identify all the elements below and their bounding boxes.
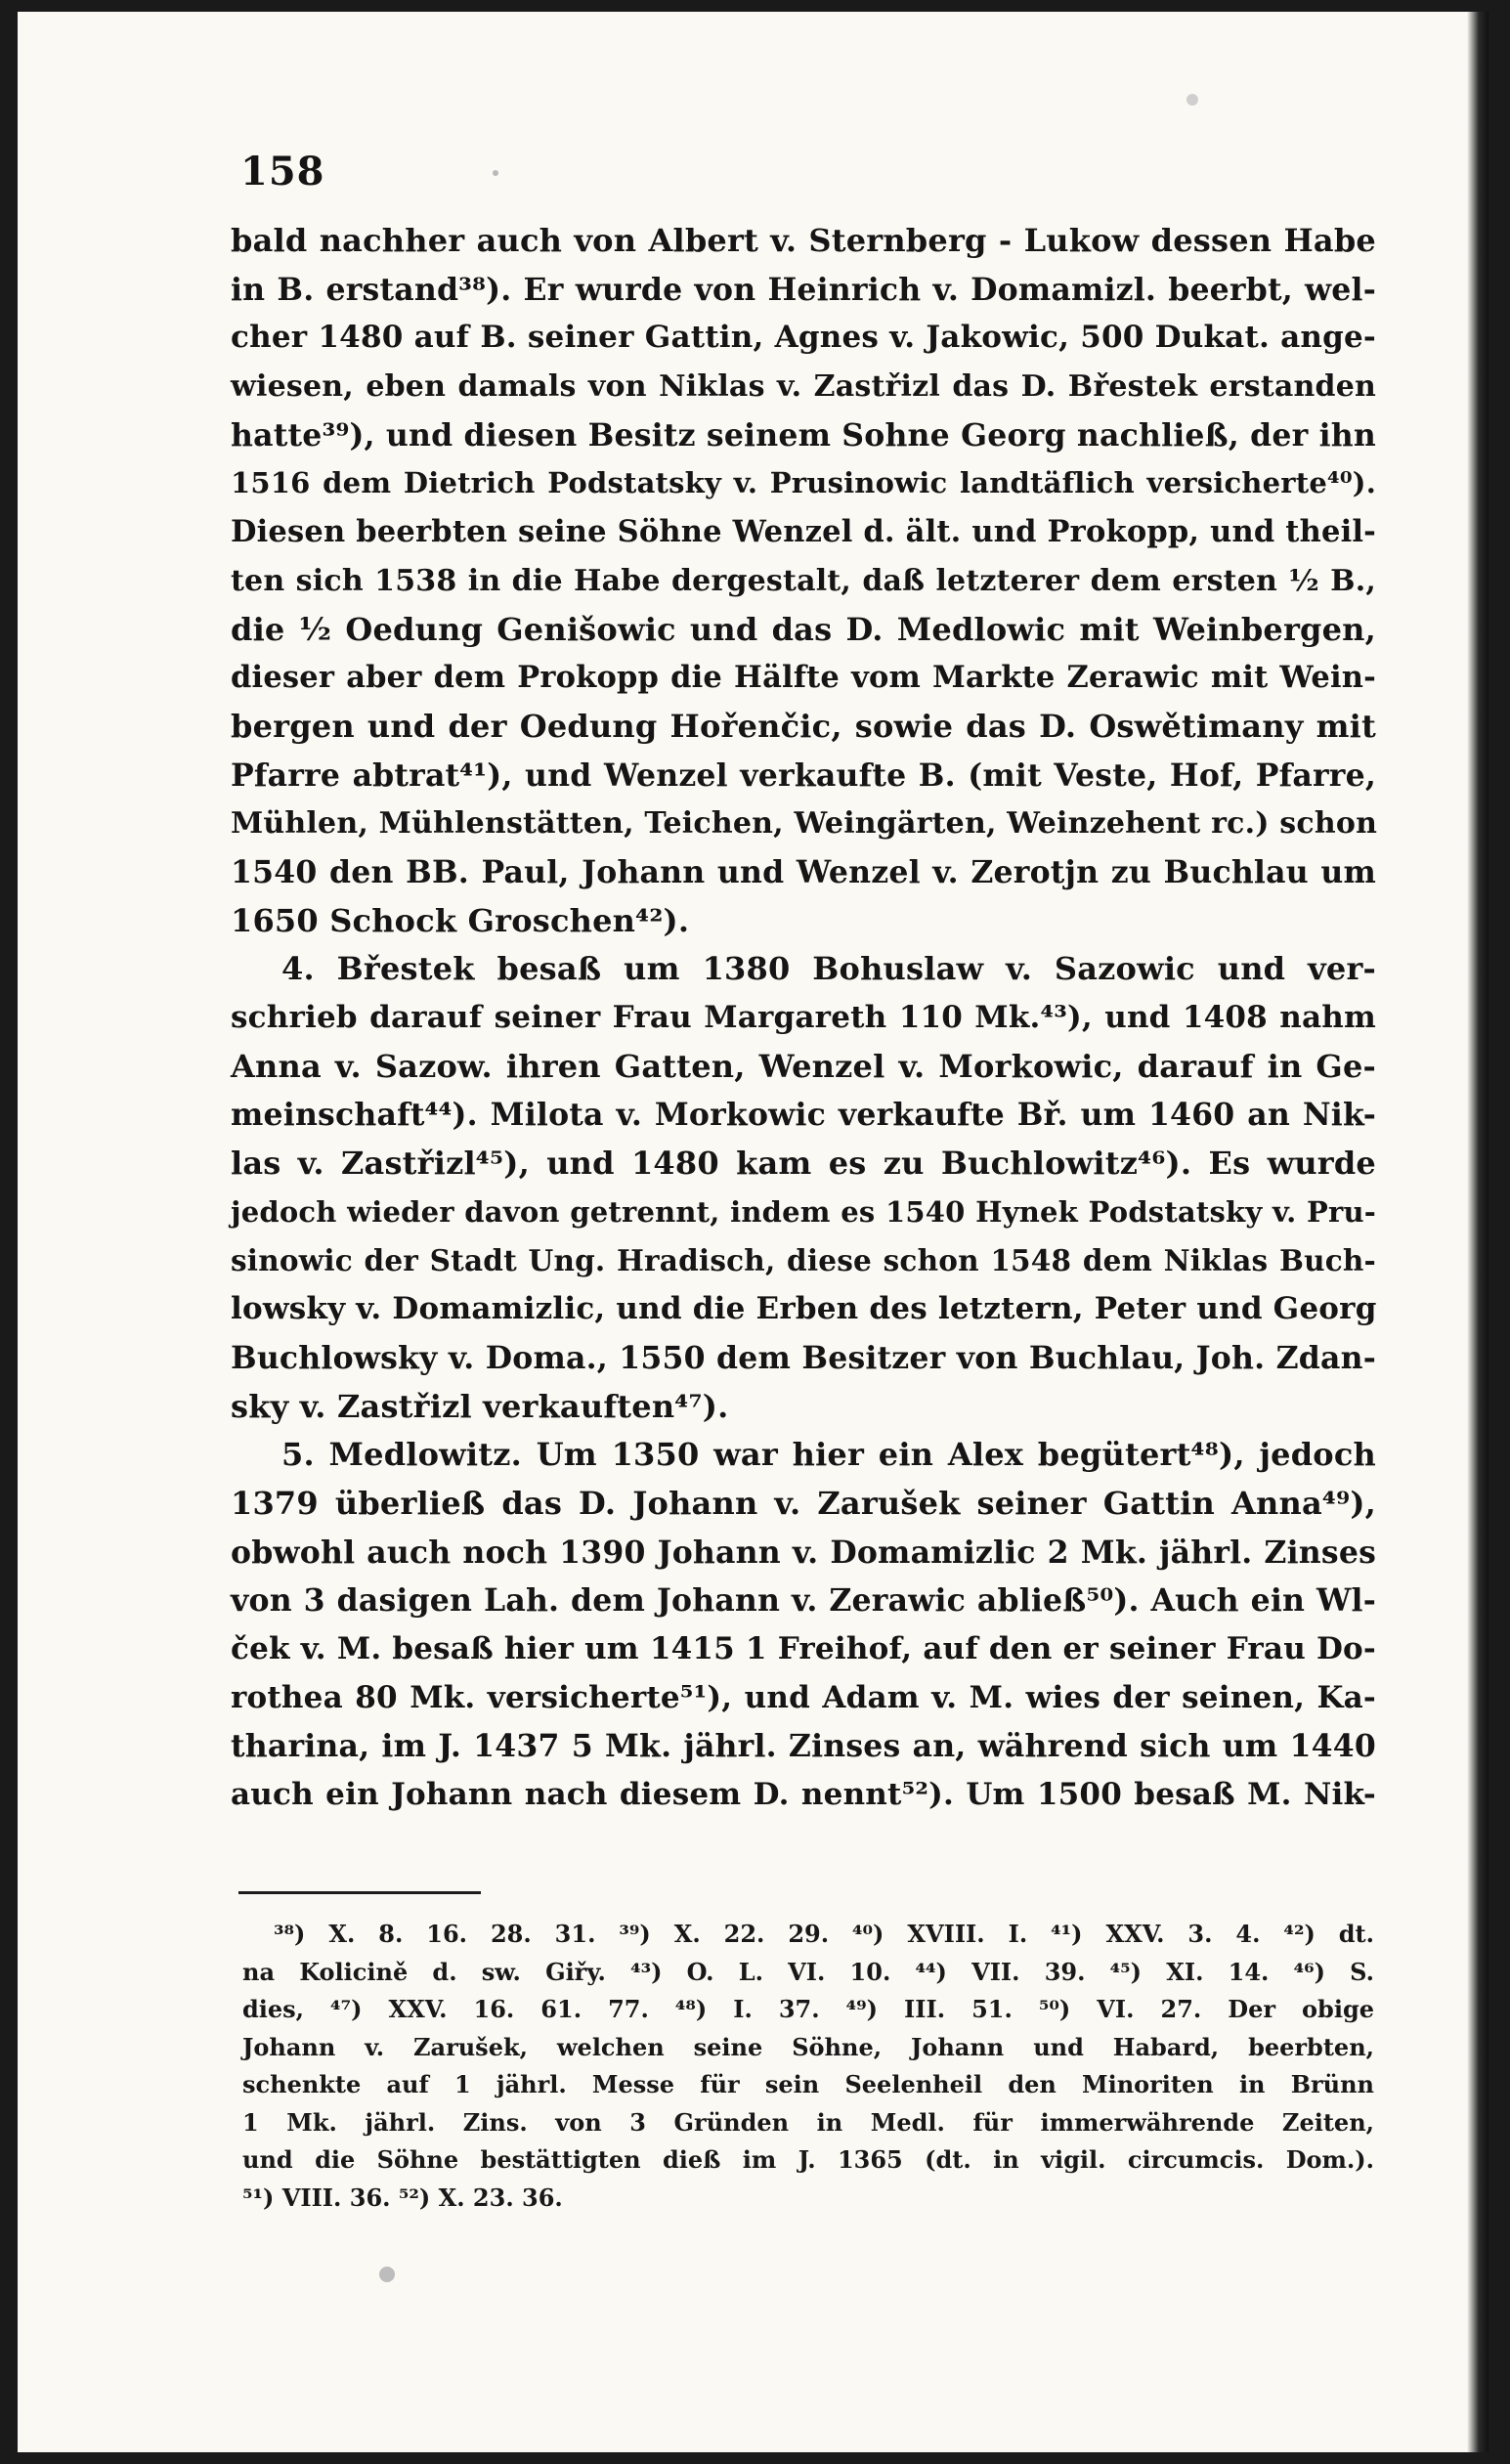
book-page <box>18 12 1488 2452</box>
footnote-line: dies, ⁴⁷) XXV. 16. 61. 77. ⁴⁸) I. 37. ⁴⁹) III. 51. ⁵⁰) VI. 27. Der obige <box>242 1995 1374 2023</box>
footnote-line: Johann v. Zarušek, welchen seine Söhne, Johann und Habard, beerbten, <box>242 2032 1374 2061</box>
text-line: sinowic der Stadt Ung. Hradisch, diese schon 1548 dem Niklas Buch- <box>231 1243 1376 1278</box>
text-line: tharina, im J. 1437 5 Mk. jährl. Zinses an, während sich um 1440 <box>231 1728 1376 1765</box>
text-line: 1379 überließ das D. Johann v. Zarušek seiner Gattin Anna⁴⁹), <box>231 1484 1376 1522</box>
text-line: Buchlowsky v. Doma., 1550 dem Besitzer von Buchlau, Joh. Zdan- <box>231 1339 1376 1376</box>
paper-speck <box>1186 94 1198 106</box>
text-line: lowsky v. Domamizlic, und die Erben des letztern, Peter und Georg <box>231 1291 1377 1327</box>
paper-speck <box>379 2267 395 2282</box>
main-text-block <box>231 217 1376 1820</box>
footnote-line: und die Söhne bestättigten dieß im J. 1365 (dt. in vigil. circumcis. Dom.). <box>242 2145 1374 2174</box>
text-line: Pfarre abtrat⁴¹), und Wenzel verkaufte B. (mit Veste, Hof, Pfarre, <box>231 756 1376 794</box>
text-line: die ½ Oedung Genišowic und das D. Medlowic mit Weinbergen, <box>231 610 1376 648</box>
text-line: Diesen beerbten seine Söhne Wenzel d. ält. und Prokopp, und theil- <box>231 514 1376 550</box>
text-line: jedoch wieder davon getrennt, indem es 1540 Hynek Podstatsky v. Pru- <box>231 1194 1376 1229</box>
text-line: von 3 dasigen Lah. dem Johann v. Zerawic abließ⁵⁰). Auch ein Wl- <box>231 1582 1376 1620</box>
text-line: rothea 80 Mk. versicherte⁵¹), und Adam v. M. wies der seinen, Ka- <box>231 1679 1376 1715</box>
text-line: schrieb darauf seiner Frau Margareth 110 Mk.⁴³), und 1408 nahm <box>231 1000 1376 1035</box>
text-line: ček v. M. besaß hier um 1415 1 Freihof, auf den er seiner Frau Do- <box>231 1630 1376 1666</box>
footnote-line: schenkte auf 1 jährl. Messe für sein Seelenheil den Minoriten in Brünn <box>242 2070 1374 2098</box>
text-line: in B. erstand³⁸). Er wurde von Heinrich v. Domamizl. beerbt, wel- <box>231 271 1376 308</box>
text-line: sky v. Zastřizl verkauften⁴⁷). <box>231 1387 729 1425</box>
text-line: wiesen, eben damals von Niklas v. Zastřizl das D. Břestek erstanden <box>231 369 1376 405</box>
section-5-heading-line: 5. Medlowitz. Um 1350 war hier ein Alex begütert⁴⁸), jedoch <box>281 1436 1376 1474</box>
footnote-line: ³⁸) X. 8. 16. 28. 31. ³⁹) X. 22. 29. ⁴⁰) XVIII. I. ⁴¹) XXV. 3. 4. ⁴²) dt. <box>274 1920 1374 1948</box>
text-line: 1516 dem Dietrich Podstatsky v. Prusinowic landtäflich versicherte⁴⁰). <box>231 466 1376 500</box>
text-line: dieser aber dem Prokopp die Hälfte vom Markte Zerawic mit Wein- <box>231 660 1376 696</box>
text-line: auch ein Johann nach diesem D. nennt⁵²). Um 1500 besaß M. Nik- <box>231 1777 1376 1812</box>
text-line: cher 1480 auf B. seiner Gattin, Agnes v. Jakowic, 500 Dukat. ange- <box>231 320 1376 356</box>
paper-speck <box>493 170 498 176</box>
footnote-line: na Kolicině d. sw. Giřy. ⁴³) O. L. VI. 10. ⁴⁴) VII. 39. ⁴⁵) XI. 14. ⁴⁶) S. <box>242 1957 1374 1986</box>
text-line: 1650 Schock Groschen⁴²). <box>231 901 690 939</box>
page-edge-shadow <box>1467 12 1488 2452</box>
text-line: 1540 den BB. Paul, Johann und Wenzel v. Zerotjn zu Buchlau um <box>231 853 1376 890</box>
footnotes-block <box>242 1916 1374 2217</box>
text-line: meinschaft⁴⁴). Milota v. Morkowic verkaufte Bř. um 1460 an Nik- <box>231 1097 1376 1134</box>
text-line: obwohl auch noch 1390 Johann v. Domamizlic 2 Mk. jährl. Zinses <box>231 1534 1376 1571</box>
footnote-line: ⁵¹) VIII. 36. ⁵²) X. 23. 36. <box>242 2183 563 2212</box>
text-line: hatte³⁹), und diesen Besitz seinem Sohne Georg nachließ, der ihn <box>231 416 1376 454</box>
text-line: bald nachher auch von Albert v. Sternberg - Lukow dessen Habe <box>231 222 1376 259</box>
page-number: 158 <box>240 149 325 195</box>
text-line: Mühlen, Mühlenstätten, Teichen, Weingärten, Weinzehent rc.) schon <box>231 806 1378 842</box>
footnote-separator <box>238 1891 481 1894</box>
section-4-heading-line: 4. Břestek besaß um 1380 Bohuslaw v. Sazowic und ver- <box>281 950 1376 988</box>
text-line: Anna v. Sazow. ihren Gatten, Wenzel v. Morkowic, darauf in Ge- <box>231 1047 1376 1085</box>
text-line: bergen und der Oedung Hořenčic, sowie das D. Oswětimany mit <box>231 707 1376 745</box>
footnote-line: 1 Mk. jährl. Zins. von 3 Gründen in Medl. für immerwährende Zeiten, <box>242 2107 1374 2137</box>
text-line: ten sich 1538 in die Habe dergestalt, daß letzterer dem ersten ½ B., <box>231 563 1376 598</box>
text-line: las v. Zastřizl⁴⁵), und 1480 kam es zu Buchlowitz⁴⁶). Es wurde <box>231 1145 1376 1183</box>
